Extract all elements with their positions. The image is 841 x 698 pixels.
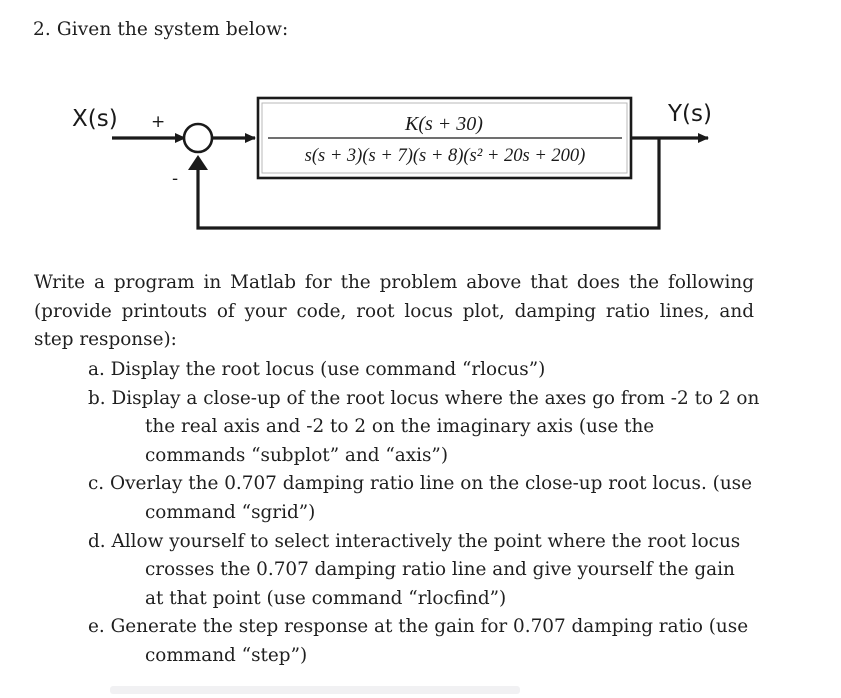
plus-sign: + xyxy=(151,112,166,132)
item-label: c. xyxy=(88,473,105,495)
input-signal-label: X(s) xyxy=(72,106,118,132)
instructions-paragraph: Write a program in Matlab for the problem above that does the following (provide printouts of your code, root locus plot, damping ratio lines, and step response): xyxy=(34,272,754,351)
item-label: d. xyxy=(88,530,106,552)
list-item xyxy=(88,356,768,385)
item-text: Display a close-up of the root locus where the axes go from -2 to 2 on xyxy=(111,387,760,409)
list-item xyxy=(88,385,768,471)
feedback-arrowhead xyxy=(188,155,208,170)
item-label: a. xyxy=(88,359,105,380)
item-text: Overlay the 0.707 damping ratio line on the close-up root locus. (use xyxy=(110,473,752,495)
bottom-edge-shade xyxy=(110,686,520,694)
minus-sign: - xyxy=(172,169,179,189)
task-list xyxy=(88,356,768,671)
list-item xyxy=(88,613,768,670)
question-title: 2. Given the system below: xyxy=(33,19,289,40)
item-continuation: command “sgrid”) xyxy=(145,501,316,523)
item-continuation: the real axis and -2 to 2 on the imaginary axis (use the commands “subplot” and “axis”) xyxy=(145,416,655,466)
item-continuation: command “step”) xyxy=(145,644,308,666)
item-text: Allow yourself to select interactively the point where the root locus xyxy=(111,530,741,552)
output-signal-label: Y(s) xyxy=(668,101,712,127)
summing-junction xyxy=(184,124,212,152)
item-label: b. xyxy=(88,387,106,409)
item-text: Display the root locus (use command “rlocus”) xyxy=(110,359,546,380)
item-text: Generate the step response at the gain for 0.707 damping ratio (use xyxy=(110,616,749,638)
transfer-function-denominator: s(s + 3)(s + 7)(s + 8)(s² + 20s + 200) xyxy=(304,146,586,166)
block-diagram xyxy=(0,0,841,260)
list-item xyxy=(88,470,768,527)
transfer-function-numerator: K(s + 30) xyxy=(405,113,483,135)
item-continuation: crosses the 0.707 damping ratio line and give yourself the gain at that point (use command “rlocfind”) xyxy=(145,559,735,609)
list-item xyxy=(88,528,768,614)
item-label: e. xyxy=(88,616,105,638)
